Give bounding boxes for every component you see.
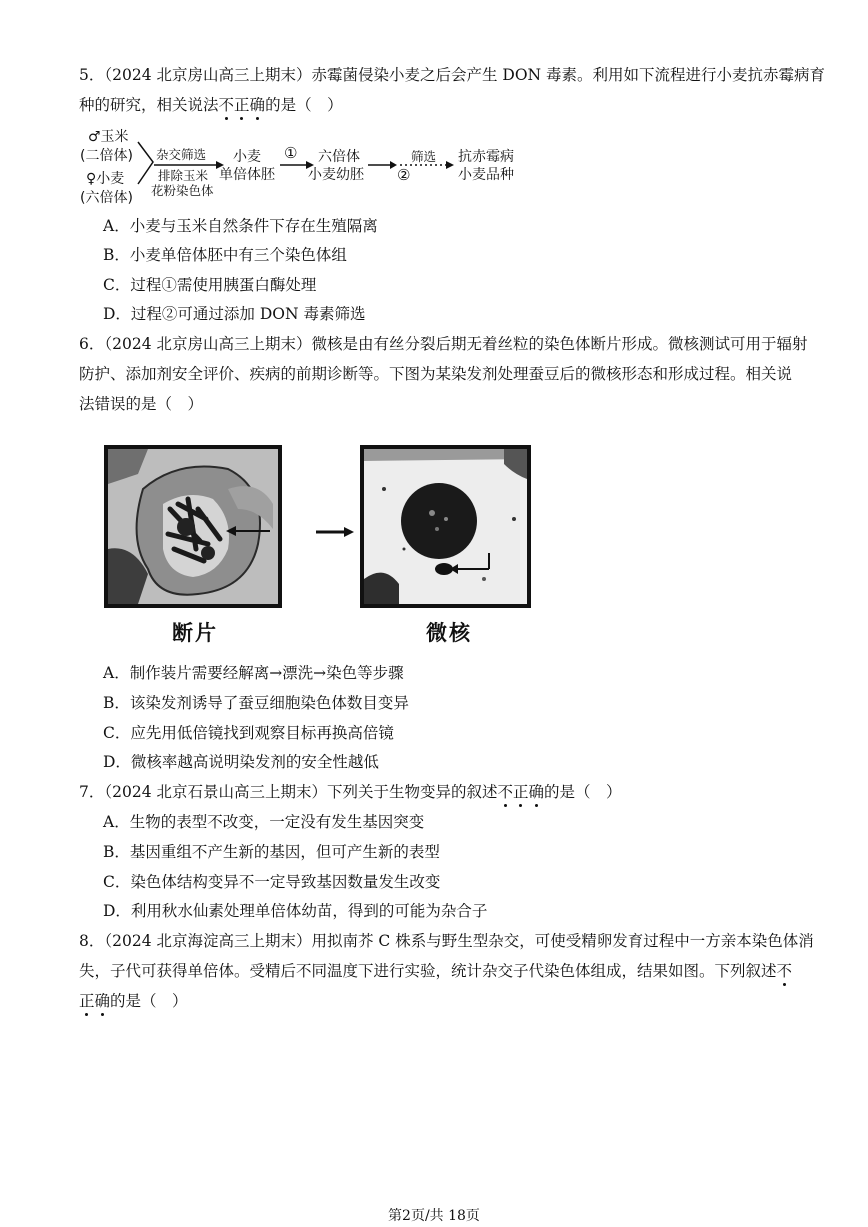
flow-step-bottom2: 花粉染色体 xyxy=(151,183,214,198)
flow-node2-line1: 六倍体 xyxy=(318,149,360,165)
q6-option-b: B．该染发剂诱导了蚕豆细胞染色体数目变异 xyxy=(103,694,409,712)
page-footer: 第2页/共 18页 xyxy=(388,1208,480,1224)
q5-option-d: D．过程②可通过添加 DON 毒素筛选 xyxy=(103,305,366,323)
fragment-cell-image xyxy=(108,449,278,604)
flow-screen-label: 筛选 xyxy=(411,149,437,164)
q7-option-d: D．利用秋水仙素处理单倍体幼苗，得到的可能为杂合子 xyxy=(103,902,488,920)
q7-option-a: A．生物的表型不改变，一定没有发生基因突变 xyxy=(103,813,425,831)
flow-circle-1: ① xyxy=(284,144,298,162)
figure-arrow xyxy=(316,526,356,538)
flow-step-top: 杂交筛选 xyxy=(156,147,207,162)
emphasis-dot: 正 xyxy=(234,96,250,114)
flow-node1-line2: 单倍体胚 xyxy=(219,167,275,183)
flow-arrow-3 xyxy=(368,160,398,170)
flow-female-parent: ♀小麦 xyxy=(86,171,125,187)
q5-option-c: C．过程①需使用胰蛋白酶处理 xyxy=(103,276,317,294)
micrograph-fragment xyxy=(104,445,282,608)
q6-option-d: D．微核率越高说明染发剂的安全性越低 xyxy=(103,753,379,771)
micrograph-micronucleus xyxy=(360,445,531,608)
q6-stem-line3: 法错误的是（ ） xyxy=(79,395,204,413)
q8-stem-line2: 失，子代可获得单倍体。受精后不同温度下进行实验，统计杂交子代染色体组成，结果如图。下列叙述不 xyxy=(79,962,793,980)
q5-stem-line1: 5．（2024 北京房山高三上期末）赤霉菌侵染小麦之后会产生 DON 毒素。利用如下流程进行小麦抗赤霉病育 xyxy=(79,66,826,84)
emphasis-dot: 正 xyxy=(513,783,529,801)
q8-stem-line1: 8．（2024 北京海淀高三上期末）用拟南芥 C 株系与野生型杂交，可使受精卵发育过程中一方亲本染色体消 xyxy=(79,932,814,950)
q6-stem-line1: 6．（2024 北京房山高三上期末）微核是由有丝分裂后期无着丝粒的染色体断片形成。微核测试可用于辐射 xyxy=(79,335,808,353)
flow-result-line2: 小麦品种 xyxy=(458,167,514,183)
emphasis-dot: 不 xyxy=(776,962,793,980)
emphasis-dot: 确 xyxy=(249,96,266,114)
flow-male-ploidy: (二倍体) xyxy=(80,148,133,164)
q5-option-b: B．小麦单倍体胚中有三个染色体组 xyxy=(103,246,347,264)
flow-result-line1: 抗赤霉病 xyxy=(458,149,514,165)
q7-stem: 7．（2024 北京石景山高三上期末）下列关于生物变异的叙述不正确的是（ ） xyxy=(79,783,622,801)
flow-step-bottom1: 排除玉米 xyxy=(158,168,209,183)
flow-female-ploidy: (六倍体) xyxy=(80,190,133,206)
q8-stem-line3: 正确的是（ ） xyxy=(79,992,188,1010)
emphasis-dot: 不 xyxy=(218,96,235,114)
q6-option-a: A．制作装片需要经解离→漂洗→染色等步骤 xyxy=(103,664,404,682)
q6-option-c: C．应先用低倍镜找到观察目标再换高倍镜 xyxy=(103,724,394,742)
emphasis-dot: 确 xyxy=(528,783,545,801)
q6-stem-line2: 防护、添加剂安全评价、疾病的前期诊断等。下图为某染发剂处理蚕豆后的微核形态和形成过程。相关说 xyxy=(79,365,793,383)
q7-option-c: C．染色体结构变异不一定导致基因数量发生改变 xyxy=(103,873,441,891)
q5-stem-line2: 种的研究，相关说法不正确的是（ ） xyxy=(79,96,343,114)
micronucleus-cell-image xyxy=(364,449,527,604)
q7-option-b: B．基因重组不产生新的基因，但可产生新的表型 xyxy=(103,843,440,861)
emphasis-dot: 正 xyxy=(79,992,95,1010)
flow-male-parent: ♂玉米 xyxy=(88,129,129,145)
figure-right-caption: 微核 xyxy=(426,621,472,645)
flow-node2-line2: 小麦幼胚 xyxy=(308,167,364,183)
flow-circle-2: ② xyxy=(397,166,411,184)
emphasis-dot: 确 xyxy=(94,992,111,1010)
emphasis-dot: 不 xyxy=(497,783,514,801)
figure-left-caption: 断片 xyxy=(172,621,218,645)
q5-option-a: A．小麦与玉米自然条件下存在生殖隔离 xyxy=(103,217,378,235)
flow-node1-line1: 小麦 xyxy=(233,149,261,165)
